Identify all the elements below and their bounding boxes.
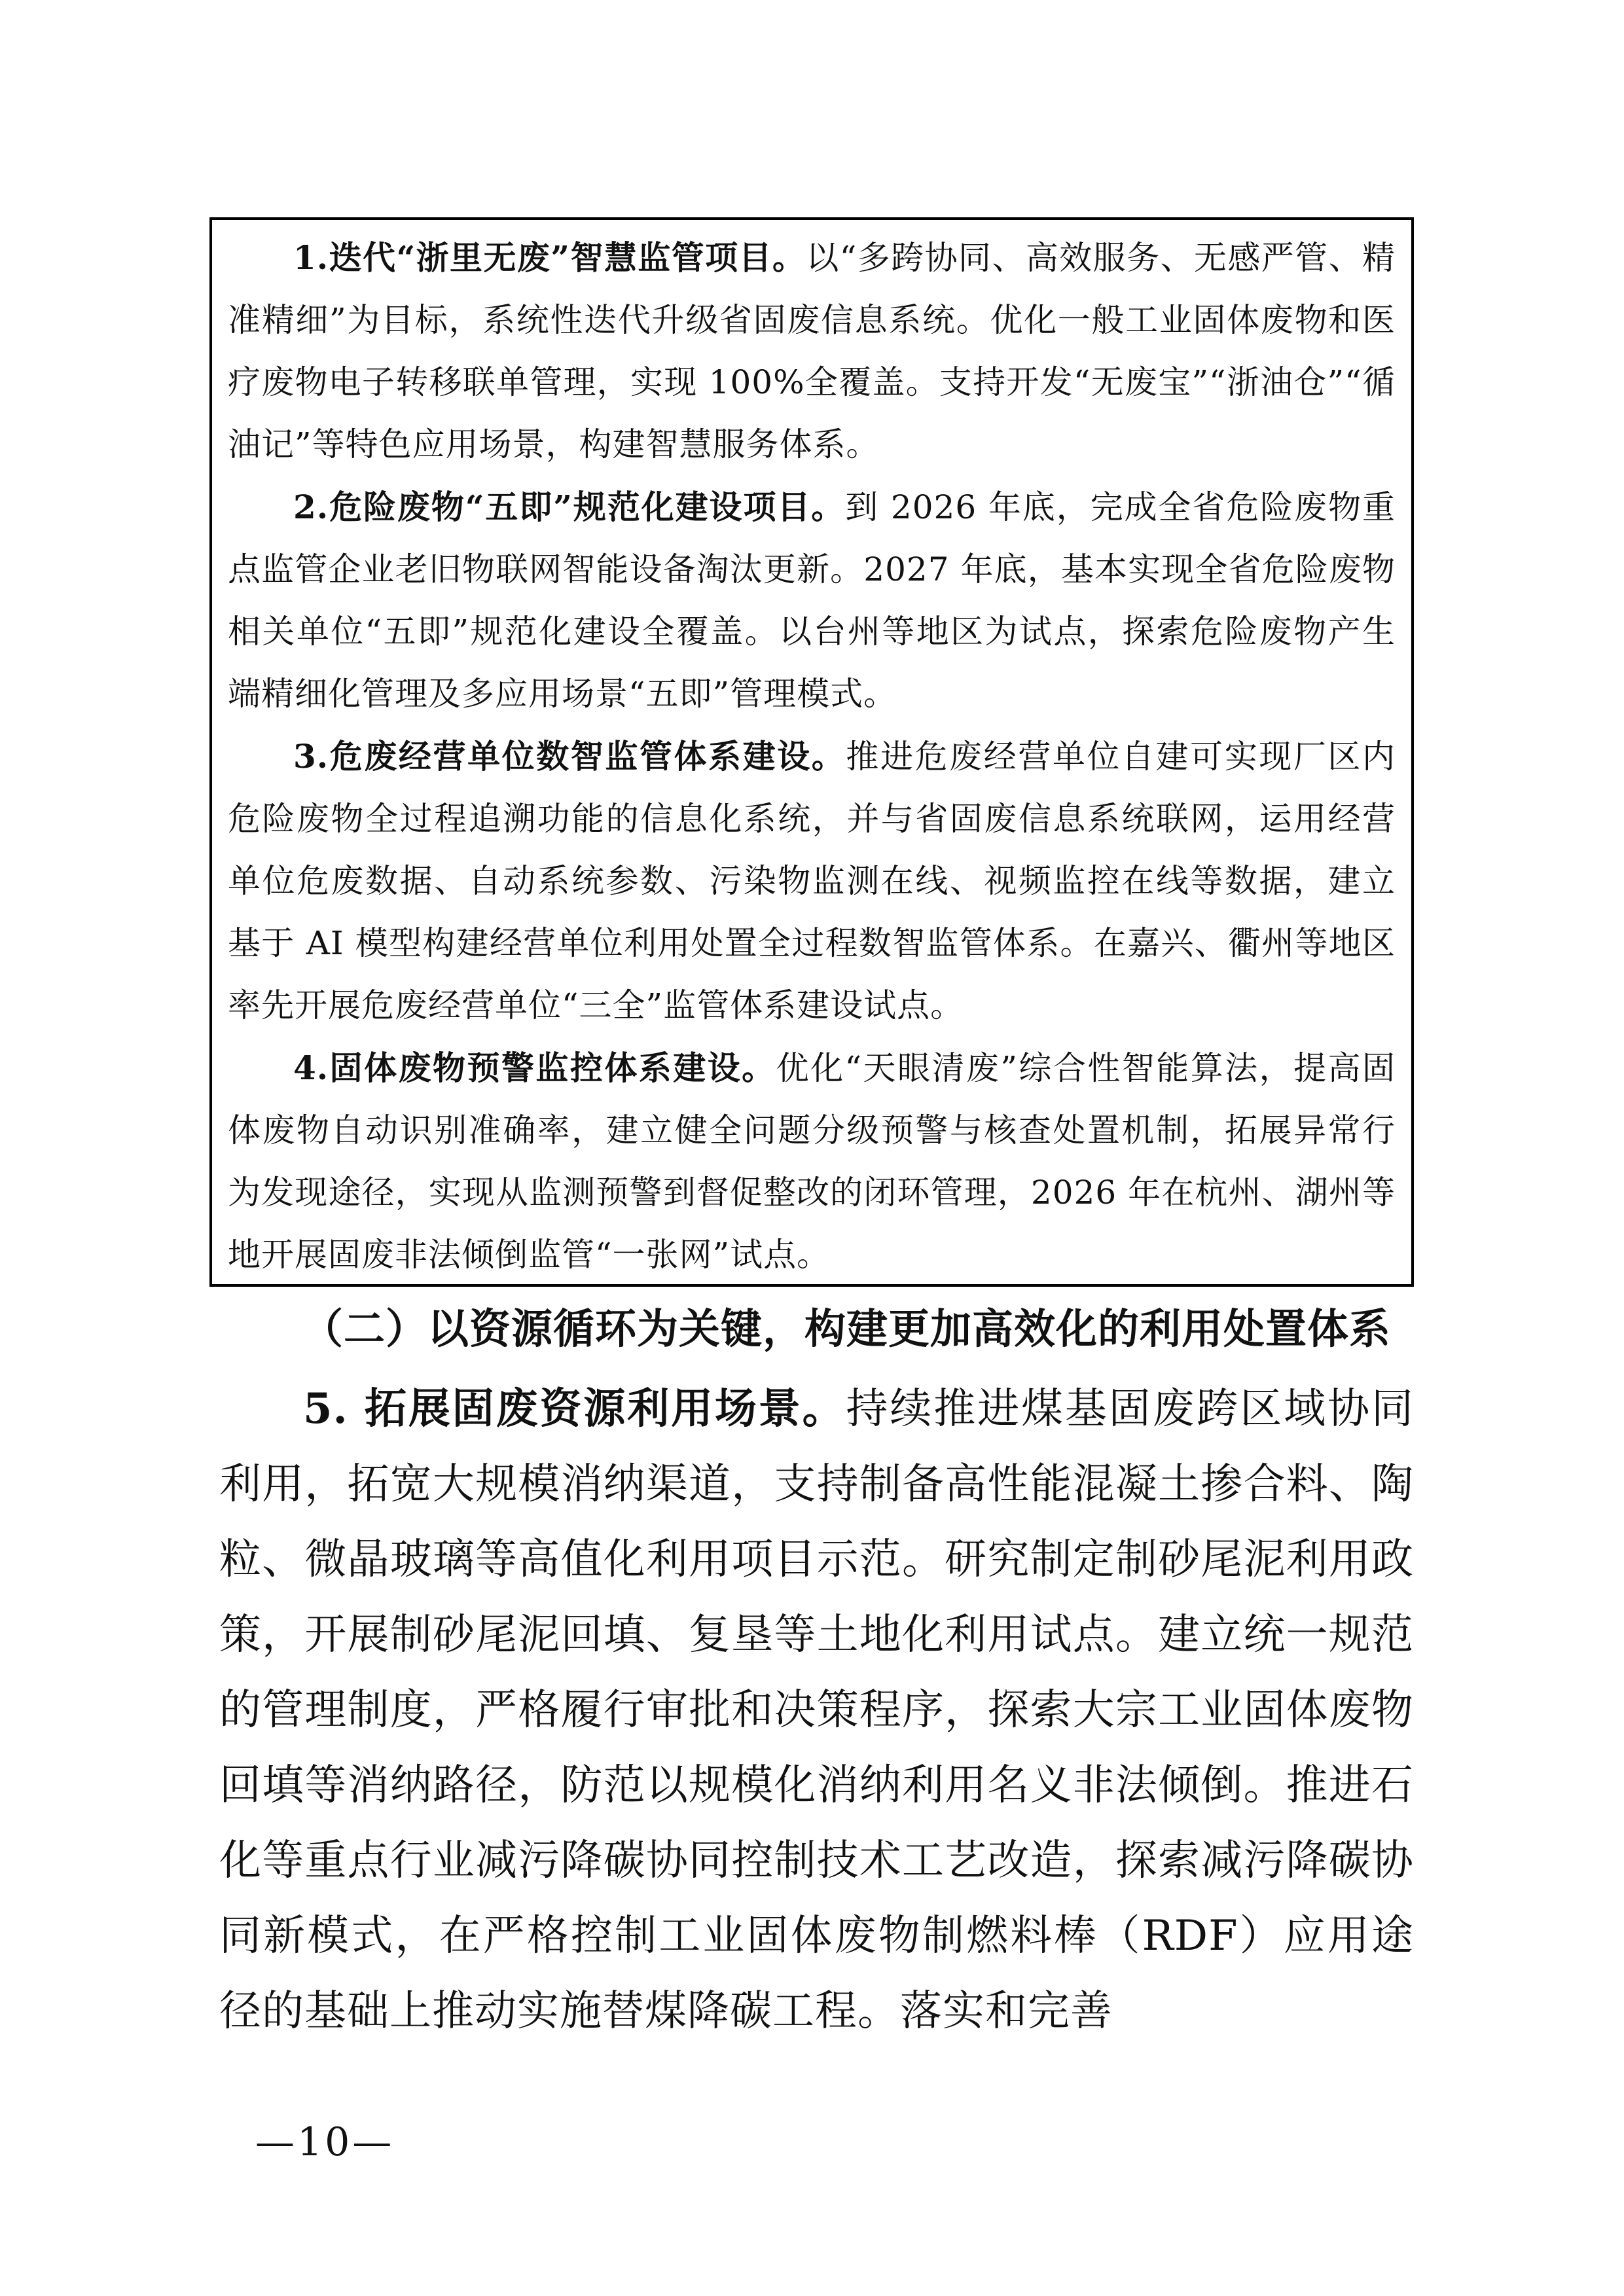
section-heading: （二）以资源循环为关键，构建更加高效化的利用处置体系 (302, 1304, 1391, 1353)
page-number: —10— (255, 2119, 395, 2165)
box-paragraph-1-lead: 1.迭代“浙里无废”智慧监管项目。 (293, 238, 806, 277)
box-paragraph-2 (228, 476, 1396, 725)
body-paragraph-5-lead: 5. 拓展固废资源利用场景。 (303, 1384, 846, 1433)
box-paragraph-2-body: 到 2026 年底，完成全省危险废物重点监管企业老旧物联网智能设备淘汰更新。2027 年底，基本实现全省危险废物相关单位“五即”规范化建设全覆盖。以台州等地区为试点，探索危险废物产生端精细化管理及多应用场景“五即”管理模式。 (228, 488, 1396, 713)
box-paragraph-4 (228, 1037, 1396, 1286)
box-paragraph-4-body: 优化“天眼清废”综合性智能算法，提高固体废物自动识别准确率，建立健全问题分级预警与核查处置机制，拓展异常行为发现途径，实现从监测预警到督促整改的闭环管理，2026 年在杭州、湖州等地开展固废非法倾倒监管“一张网”试点。 (228, 1049, 1396, 1274)
box-paragraph-2-lead: 2.危险废物“五即”规范化建设项目。 (293, 488, 846, 526)
body-paragraph-5-body: 持续推进煤基固废跨区域协同利用，拓宽大规模消纳渠道，支持制备高性能混凝土掺合料、陶粒、微晶玻璃等高值化利用项目示范。研究制定制砂尾泥利用政策，开展制砂尾泥回填、复垦等土地化利用试点。建立统一规范的管理制度，严格履行审批和决策程序，探索大宗工业固体废物回填等消纳路径，防范以规模化消纳利用名义非法倾倒。推进石化等重点行业减污降碳协同控制技术工艺改造，探索减污降碳协同新模式，在严格控制工业固体废物制燃料棒（RDF）应用途径的基础上推动实施替煤降碳工程。落实和完善 (219, 1385, 1414, 2036)
main-text-column (219, 1293, 1414, 2049)
highlight-border-box (209, 217, 1414, 1287)
box-paragraph-3-body: 推进危废经营单位自建可实现厂区内危险废物全过程追溯功能的信息化系统，并与省固废信息系统联网，运用经营单位危废数据、自动系统参数、污染物监测在线、视频监控在线等数据，建立基于 AI 模型构建经营单位利用处置全过程数智监管体系。在嘉兴、衢州等地区率先开展危废经营单位“三全”监管体系建设试点。 (228, 738, 1396, 1024)
box-paragraph-4-lead: 4.固体废物预警监控体系建设。 (293, 1049, 776, 1087)
box-paragraph-3-lead: 3.危废经营单位数智监管体系建设。 (293, 737, 846, 776)
body-paragraph-5 (219, 1371, 1414, 2049)
box-paragraph-1 (228, 226, 1396, 476)
box-paragraph-3 (228, 725, 1396, 1037)
box-paragraph-1-body: 以“多跨协同、高效服务、无感严管、精准精细”为目标，系统性迭代升级省固废信息系统。优化一般工业固体废物和医疗废物电子转移联单管理，实现 100%全覆盖。支持开发“无废宝”“浙油仓”“循油记”等特色应用场景，构建智慧服务体系。 (228, 239, 1396, 463)
